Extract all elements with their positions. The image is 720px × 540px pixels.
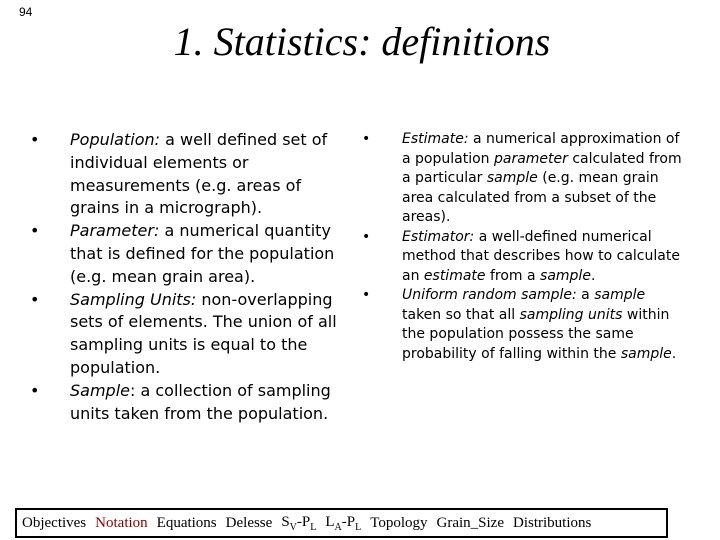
nav-subscript: L — [355, 521, 362, 533]
list-item-uniform-random-sample — [362, 286, 687, 364]
nav-link-equations[interactable]: Equations — [156, 514, 217, 531]
text: . — [671, 345, 677, 362]
text: calculated from a particular — [402, 150, 682, 186]
nav-link-la-pl[interactable] — [325, 514, 361, 533]
italic-text: sample — [620, 345, 672, 362]
page-title — [0, 16, 720, 68]
nav-link-notation[interactable]: Notation — [95, 514, 148, 531]
definition-sample: : a collection of sampling units taken from the population. — [70, 380, 331, 423]
text: . — [590, 267, 596, 284]
nav-text: L — [325, 513, 335, 530]
text: from a — [485, 267, 541, 284]
definition-sampling-units: non-overlapping sets of elements. The union of all sampling units is equal to the population. — [70, 289, 337, 377]
text: a — [576, 287, 595, 303]
left-definitions-list — [30, 129, 355, 425]
term-parameter: Parameter: — [70, 221, 160, 241]
term-sample: Sample — [70, 380, 130, 400]
nav-link-sv-pl[interactable] — [281, 514, 316, 533]
list-item-estimate — [362, 130, 687, 228]
italic-text: estimate — [423, 267, 486, 284]
italic-text: parameter — [493, 150, 568, 167]
italic-text: sampling units — [519, 306, 623, 323]
nav-subscript: V — [289, 521, 297, 533]
italic-text: sample — [594, 287, 646, 303]
list-item-estimator — [362, 228, 687, 287]
nav-link-grain-size[interactable]: Grain_Size — [436, 514, 504, 531]
nav-link-topology[interactable]: Topology — [370, 514, 428, 531]
definition-parameter: a numerical quantity that is defined for the population (e.g. mean grain area). — [70, 221, 335, 286]
term-population: Population: — [70, 130, 161, 149]
list-item-population — [30, 129, 355, 220]
definition-population: a well defined set of individual elements or measurements (e.g. areas of grains in a micrograph). — [70, 130, 328, 218]
term-uniform-random-sample: Uniform random sample: — [402, 287, 577, 303]
nav-text: -P — [341, 513, 356, 530]
term-sampling-units: Sampling Units: — [70, 289, 197, 309]
text: (e.g. mean grain area calculated from a subset of the areas). — [402, 170, 659, 225]
term-estimate: Estimate: — [402, 131, 469, 147]
list-item-parameter — [30, 220, 355, 288]
nav-text: S — [281, 513, 290, 530]
slide-number: 94 — [19, 5, 33, 19]
italic-text: sample — [540, 267, 591, 284]
navigation-bar — [15, 508, 668, 538]
text: a numerical approximation of a population — [402, 131, 680, 167]
text: a well-defined numerical method that describes how to calculate an — [402, 228, 680, 284]
right-definitions-list — [362, 130, 687, 364]
page-title-text: 1. Statistics: definitions — [173, 19, 551, 64]
italic-text: sample — [486, 170, 538, 186]
list-item-sample — [30, 380, 355, 426]
nav-link-delesse[interactable]: Delesse — [225, 514, 273, 531]
nav-subscript: L — [310, 521, 317, 533]
nav-link-distributions[interactable]: Distributions — [512, 514, 592, 531]
term-estimator: Estimator: — [402, 228, 475, 245]
nav-text: -P — [296, 513, 311, 530]
list-item-sampling-units — [30, 289, 355, 380]
text: within the population possess the same probability of falling within the — [402, 306, 670, 362]
nav-subscript: A — [334, 521, 342, 533]
text: taken so that all — [402, 306, 520, 323]
nav-link-objectives[interactable]: Objectives — [22, 514, 87, 531]
